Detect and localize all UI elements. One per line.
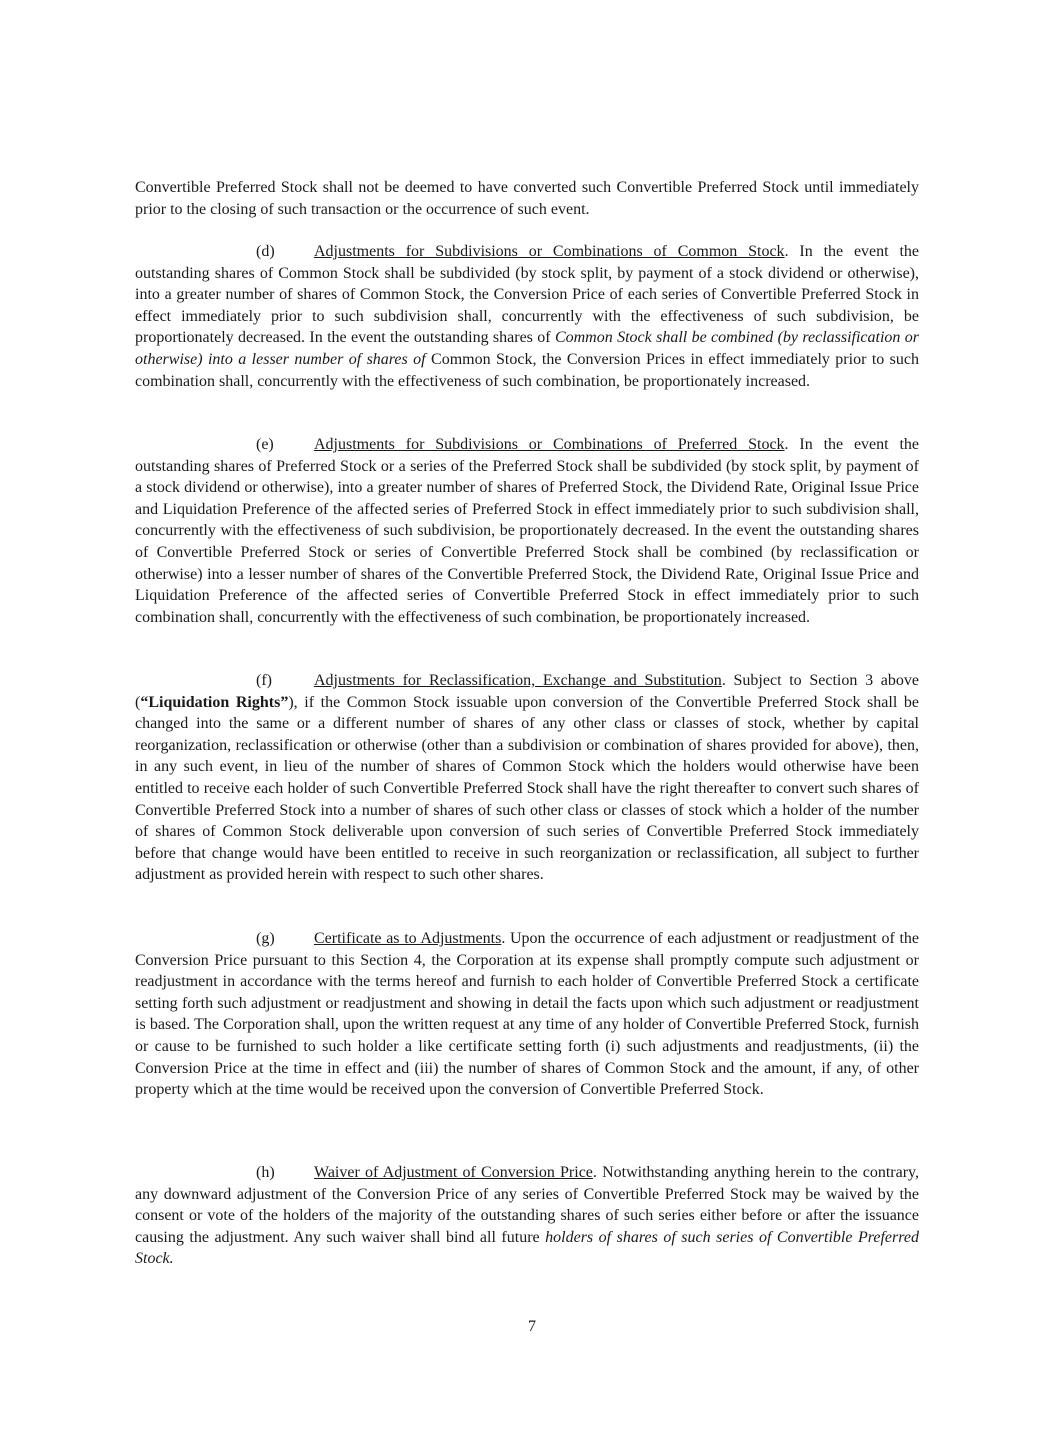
section-h-body-italic: holders of shares of such series of Convertible Preferred Stock. bbox=[135, 1228, 919, 1268]
section-f-bold-term: “Liquidation Rights” bbox=[140, 693, 289, 711]
section-h-label: (h) bbox=[256, 1164, 275, 1181]
intro-text: Convertible Preferred Stock shall not be deemed to have converted such Convertible Preferred Stock until immediately prior to the closing of such transaction or the occurrence of such event. bbox=[135, 179, 919, 218]
intro-paragraph bbox=[135, 177, 919, 220]
section-d-body-a: . In the event the outstanding shares of Common Stock shall be subdivided (by stock split, by payment of a stock dividend or otherwise), into a greater number of shares of Common Stock, the Conversion Price of each series of Convertible Preferred Stock in effect immediately prior to such subdivision shall, concurrently with the effectiveness of such subdivision, be proportionately decreased. In the event the outstanding shares of bbox=[135, 243, 919, 347]
section-g-paragraph bbox=[135, 928, 919, 1101]
section-d-body-b: Common Stock, the Conversion Prices in effect immediately prior to such combination shall, concurrently with the effectiveness of such combination, be proportionately increased. bbox=[135, 350, 920, 390]
section-g-heading: Certificate as to Adjustments bbox=[314, 930, 502, 947]
section-e-heading: Adjustments for Subdivisions or Combinations of Preferred Stock bbox=[314, 436, 785, 453]
section-d-label: (d) bbox=[256, 243, 275, 260]
section-d-paragraph bbox=[135, 241, 919, 392]
page-number: 7 bbox=[528, 1318, 536, 1335]
section-f-heading: Adjustments for Reclassification, Exchange and Substitution bbox=[314, 672, 722, 689]
section-g-label: (g) bbox=[256, 930, 275, 947]
section-d-heading: Adjustments for Subdivisions or Combinations of Common Stock bbox=[314, 243, 785, 260]
section-f-label: (f) bbox=[256, 672, 272, 689]
section-g-body: . Upon the occurrence of each adjustment or readjustment of the Conversion Price pursuant to this Section 4, the Corporation at its expense shall promptly compute such adjustment or readjustment in accordance with the terms hereof and furnish to each holder of Convertible Preferred Stock a certificate setting forth such adjustment or readjustment and showing in detail the facts upon which such adjustment or readjustment is based. The Corporation shall, upon the written request at any time of any holder of Convertible Preferred Stock, furnish or cause to be furnished to such holder a like certificate setting forth (i) such adjustments and readjustments, (ii) the Conversion Price at the time in effect and (iii) the number of shares of Common Stock and the amount, if any, of other property which at the time would be received upon the conversion of Convertible Preferred Stock. bbox=[135, 930, 920, 1099]
section-h-heading: Waiver of Adjustment of Conversion Price bbox=[314, 1164, 593, 1181]
section-h-body-a: . Notwithstanding anything herein to the contrary, any downward adjustment of the Conversion Price of any series of Convertible Preferred Stock may be waived by the consent or vote of the holders of the majority of the outstanding shares of such series either before or after the issuance causing the adjustment. Any such waiver shall bind all future bbox=[135, 1164, 920, 1246]
section-f-body-b: ), if the Common Stock issuable upon conversion of the Convertible Preferred Stock shall be changed into the same or a different number of shares of any other class or classes of stock, whether by capital reorganization, reclassification or otherwise (other than a subdivision or combination of shares provided for above), then, in any such event, in lieu of the number of shares of Common Stock which the holders would otherwise have been entitled to receive each holder of such Convertible Preferred Stock shall have the right thereafter to convert such shares of Convertible Preferred Stock into a number of shares of such other class or classes of stock which a holder of the number of shares of Common Stock deliverable upon conversion of such series of Convertible Preferred Stock immediately before that change would have been entitled to receive in such reorganization or reclassification, all subject to further adjustment as provided herein with respect to such other shares. bbox=[135, 693, 919, 884]
section-e-paragraph bbox=[135, 434, 919, 628]
section-f-paragraph bbox=[135, 670, 919, 886]
section-e-label: (e) bbox=[256, 436, 274, 453]
section-f-body-a: . Subject to Section 3 above ( bbox=[135, 672, 919, 711]
section-h-paragraph bbox=[135, 1162, 919, 1270]
section-e-body: . In the event the outstanding shares of Preferred Stock or a series of the Preferred Stock shall be subdivided (by stock split, by payment of a stock dividend or otherwise), into a greater number of shares of Preferred Stock, the Dividend Rate, Original Issue Price and Liquidation Preference of the affected series of Preferred Stock in effect immediately prior to such subdivision shall, concurrently with the effectiveness of such subdivision, be proportionately decreased. In the event the outstanding shares of Convertible Preferred Stock or series of Convertible Preferred Stock shall be combined (by reclassification or otherwise) into a lesser number of shares of the Convertible Preferred Stock, the Dividend Rate, Original Issue Price and Liquidation Preference of the affected series of Convertible Preferred Stock in effect immediately prior to such combination shall, concurrently with the effectiveness of such combination, be proportionately increased. bbox=[135, 436, 919, 626]
section-d-body-italic: Common Stock shall be combined (by reclassification or otherwise) into a lesser number of shares of bbox=[135, 329, 920, 368]
